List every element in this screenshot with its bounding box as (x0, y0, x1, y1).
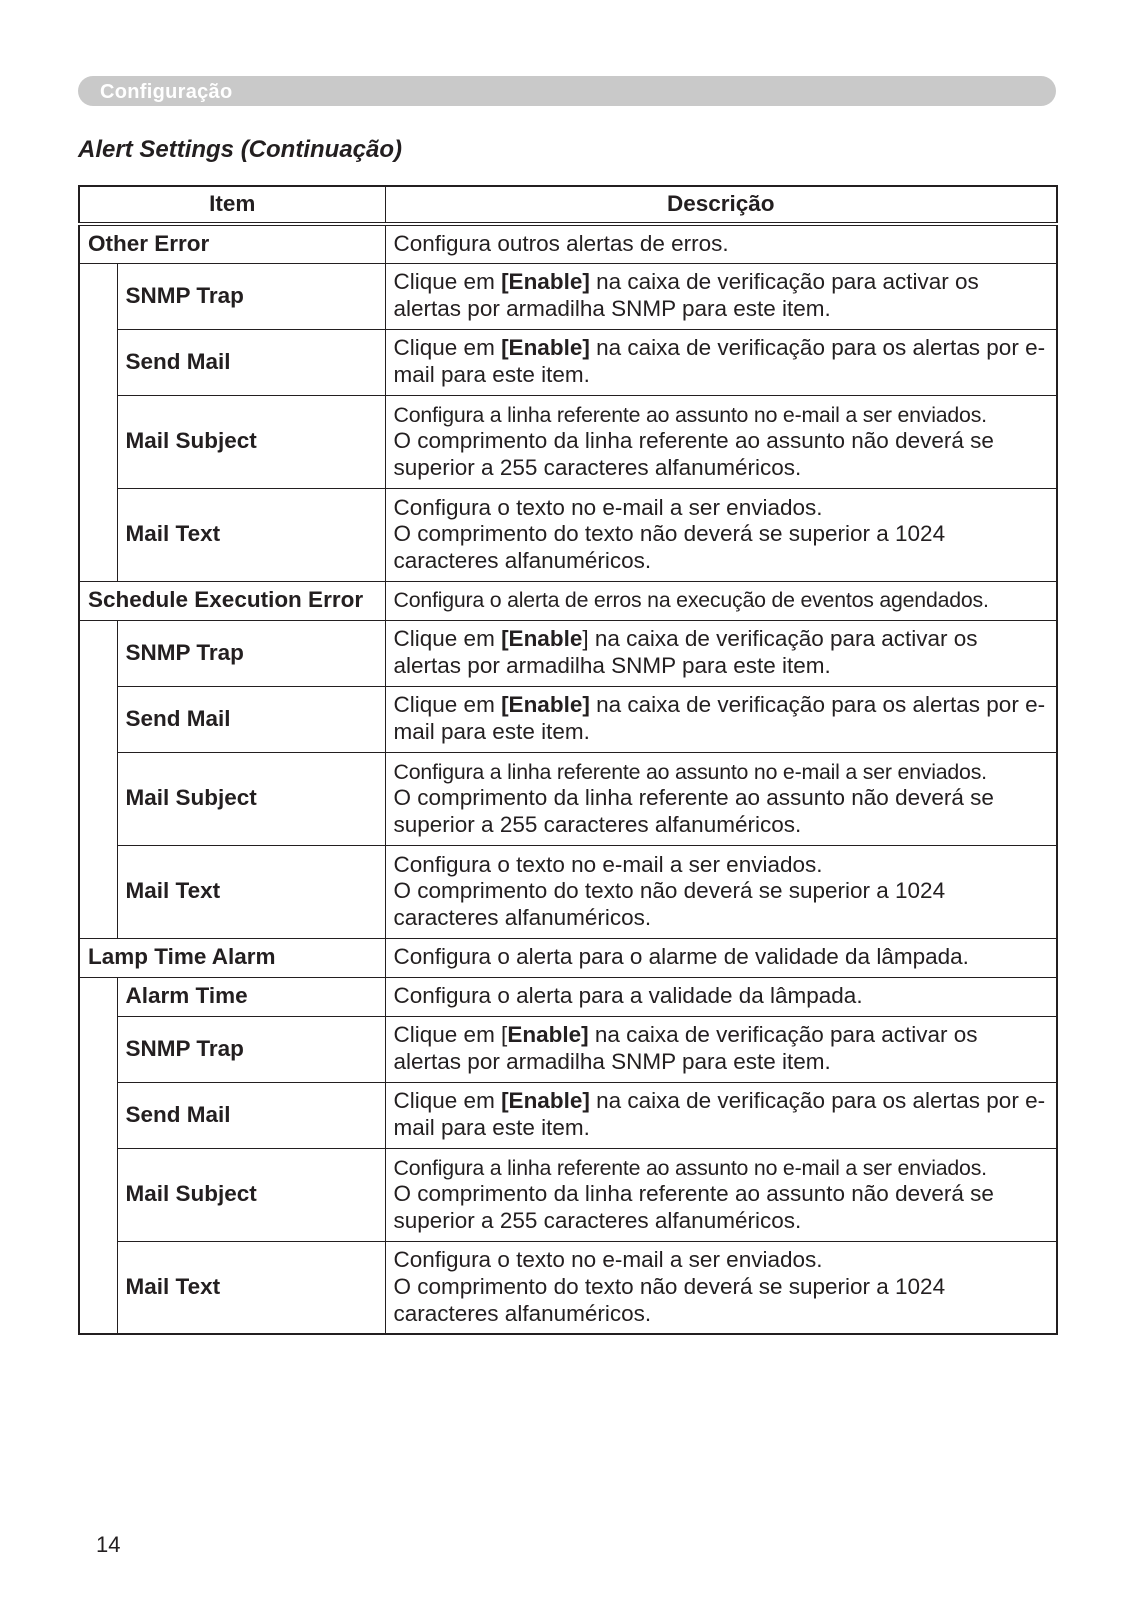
group-description: Configura o alerta para o alarme de validade da lâmpada. (385, 938, 1057, 977)
item-name: Send Mail (117, 329, 385, 395)
indent-cell (79, 263, 117, 581)
item-name: SNMP Trap (117, 620, 385, 686)
item-description: Configura a linha referente ao assunto no e-mail a ser enviados. O comprimento da linha referente ao assunto não deverá se superior a 255 caracteres alfanuméricos. (385, 1148, 1057, 1241)
group-name: Schedule Execution Error (79, 581, 385, 620)
group-name: Lamp Time Alarm (79, 938, 385, 977)
item-description: Configura o alerta para a validade da lâmpada. (385, 977, 1057, 1016)
item-name: Send Mail (117, 1082, 385, 1148)
table-row (79, 938, 1057, 977)
table-row (79, 1241, 1057, 1334)
group-name: Other Error (79, 224, 385, 263)
item-name: SNMP Trap (117, 1016, 385, 1082)
table-row (79, 686, 1057, 752)
table-row (79, 752, 1057, 845)
table-row (79, 224, 1057, 263)
column-header-description: Descrição (385, 186, 1057, 224)
alert-settings-table (78, 185, 1058, 1335)
group-description: Configura o alerta de erros na execução de eventos agendados. (385, 581, 1057, 620)
item-description: Configura a linha referente ao assunto no e-mail a ser enviados. O comprimento da linha referente ao assunto não deverá se superior a 255 caracteres alfanuméricos. (385, 395, 1057, 488)
item-name: Mail Text (117, 1241, 385, 1334)
item-description: Configura o texto no e-mail a ser enviados. O comprimento do texto não deverá se superior a 1024 caracteres alfanuméricos. (385, 488, 1057, 581)
table-row (79, 845, 1057, 938)
table-header-row (79, 186, 1057, 224)
item-name: SNMP Trap (117, 263, 385, 329)
table-row (79, 620, 1057, 686)
item-name: Mail Text (117, 488, 385, 581)
table-row (79, 1148, 1057, 1241)
item-name: Mail Subject (117, 752, 385, 845)
table-row (79, 488, 1057, 581)
table-row (79, 977, 1057, 1016)
item-description: Clique em [Enable] na caixa de verificação para os alertas por e-mail para este item. (385, 686, 1057, 752)
table-row (79, 395, 1057, 488)
table-row (79, 1016, 1057, 1082)
item-description: Clique em [Enable] na caixa de verificação para activar os alertas por armadilha SNMP para este item. (385, 263, 1057, 329)
item-description: Configura a linha referente ao assunto no e-mail a ser enviados. O comprimento da linha referente ao assunto não deverá se superior a 255 caracteres alfanuméricos. (385, 752, 1057, 845)
indent-cell (79, 620, 117, 938)
item-description: Configura o texto no e-mail a ser enviados. O comprimento do texto não deverá se superior a 1024 caracteres alfanuméricos. (385, 1241, 1057, 1334)
table-row (79, 263, 1057, 329)
item-description: Clique em [Enable] na caixa de verificação para activar os alertas por armadilha SNMP para este item. (385, 1016, 1057, 1082)
item-description: Clique em [Enable] na caixa de verificação para activar os alertas por armadilha SNMP para este item. (385, 620, 1057, 686)
group-description: Configura outros alertas de erros. (385, 224, 1057, 263)
table-row (79, 1082, 1057, 1148)
section-title: Configuração (100, 81, 233, 103)
item-name: Send Mail (117, 686, 385, 752)
table-row (79, 581, 1057, 620)
column-header-item: Item (79, 186, 385, 224)
table-row (79, 329, 1057, 395)
item-name: Mail Subject (117, 1148, 385, 1241)
item-description: Clique em [Enable] na caixa de verificação para os alertas por e-mail para este item. (385, 329, 1057, 395)
page-title: Alert Settings (Continuação) (78, 136, 403, 163)
item-name: Mail Subject (117, 395, 385, 488)
section-header-bar (78, 76, 1056, 106)
item-name: Alarm Time (117, 977, 385, 1016)
page-number: 14 (96, 1532, 121, 1557)
item-description: Clique em [Enable] na caixa de verificação para os alertas por e-mail para este item. (385, 1082, 1057, 1148)
indent-cell (79, 977, 117, 1334)
item-name: Mail Text (117, 845, 385, 938)
item-description: Configura o texto no e-mail a ser enviados. O comprimento do texto não deverá se superior a 1024 caracteres alfanuméricos. (385, 845, 1057, 938)
